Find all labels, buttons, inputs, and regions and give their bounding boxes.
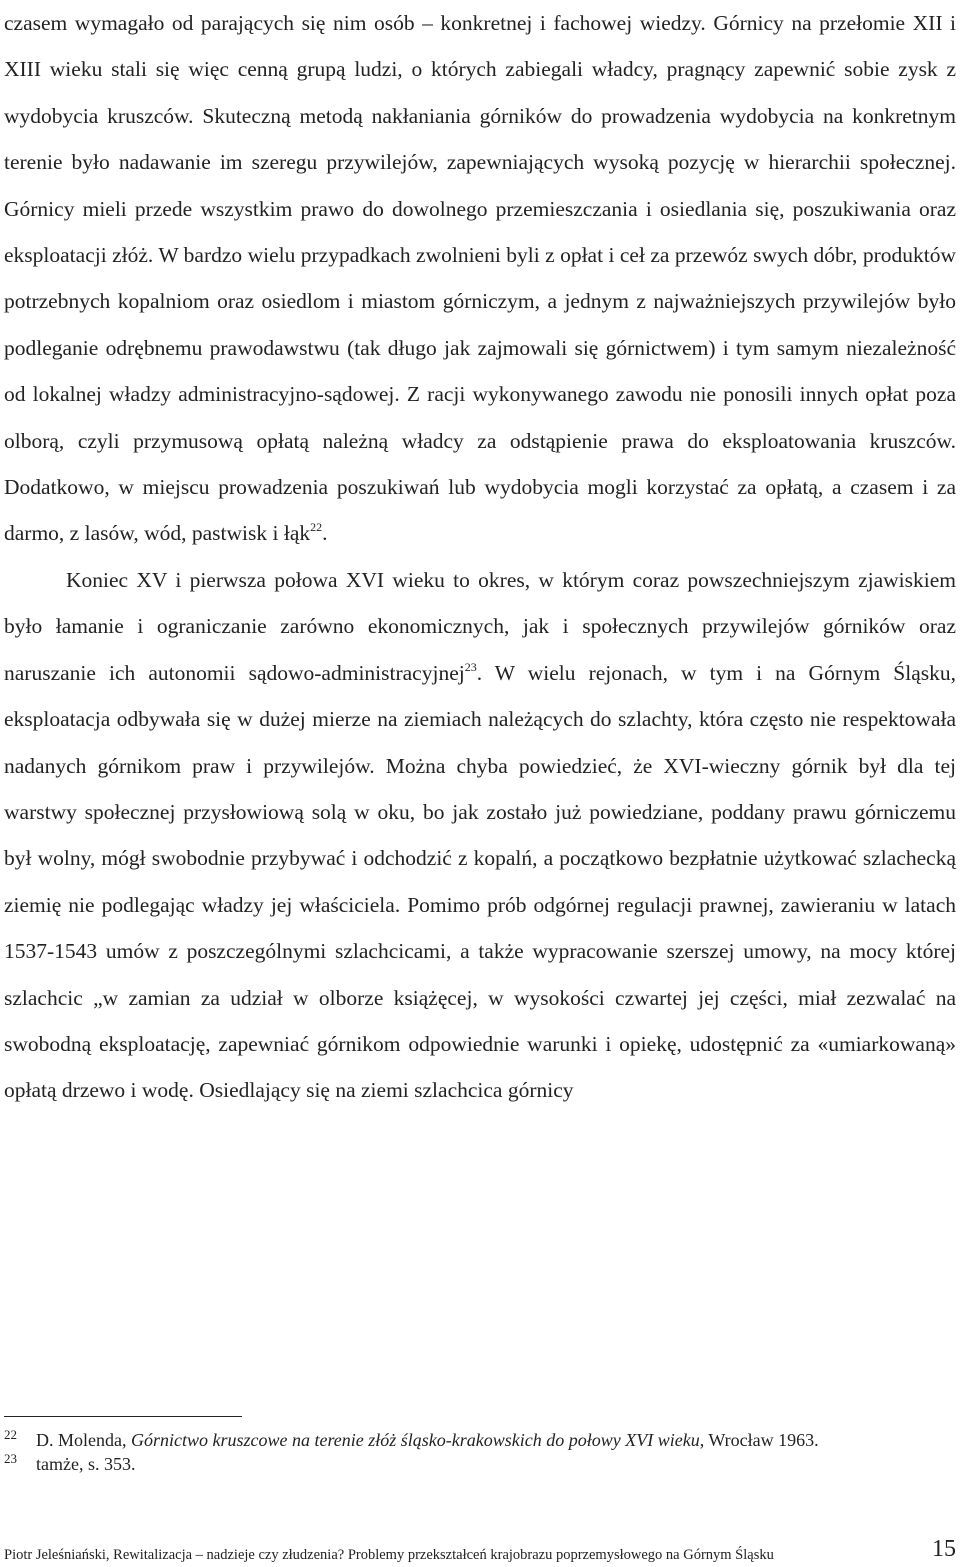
- paragraph-1: czasem wymagało od parających się nim osób – konkretnej i fachowej wiedzy. Górnicy na przełomie XII i XIII wieku stali się więc cenną grupą ludzi, o których zabiegali władcy, pragnący zapewnić sobie zysk z wydobycia kruszców. Skuteczną metodą nakłaniania górników do prowadzenia wydobycia na konkretnym terenie było nadawanie im szeregu przywilejów, zapewniających wysoką pozycję w hierarchii społecznej. Górnicy mieli przede wszystkim prawo do dowolnego przemieszczania i osiedlania się, poszukiwania oraz eksploatacji złóż. W bardzo wielu przypadkach zwolnieni byli z opłat i ceł za przewóz swych dóbr, produktów potrzebnych kopalniom oraz osiedlom i miastom górniczym, a jednym z najważniejszych przywilejów było podleganie odrębnemu prawodawstwu (tak długo jak zajmowali się górnictwem) i tym samym niezależność od lokalnej władzy administracyjno-sądowej. Z racji wykonywanego zawodu nie ponosili innych opłat poza olborą, czyli przymusową opłatą należną władcy za odstąpienie prawa do eksploatowania kruszców. Dodatkowo, w miejscu prowadzenia poszukiwań lub wydobycia mogli korzystać za opłatą, a czasem i za darmo, z lasów, wód, pastwisk i łąk$^{22}$.: [4, 11, 956, 546]
- paragraph-2-text-part-2: . W wielu rejonach, w tym i na Górnym Śląsku, eksploatacja odbywała się w dużej mierze na ziemiach należących do szlachty, która często nie respektowała nadanych górnikom praw i przywilejów. Można chyba powiedzieć, że XVI-wieczny górnik był dla tej warstwy społecznej przysłowiową solą w oku, bo jak zostało już powiedziane, poddany prawu górniczemu był wolny, mógł swobodnie przybywać i odchodzić z kopalń, a początkowo bezpłatnie użytkować szlachecką ziemię nie podlegając władzy jej właściciela. Pomimo prób odgórnej regulacji prawnej, zawieraniu w latach 1537-1543 umów z poszczególnymi szlachcicami, a także wypracowanie szerszej umowy, na mocy której szlachcic „w zamian za udział w olborze książęcej, w wysokości czwartej jej części, miał zezwalać na swobodną eksploatację, zapewniać górnikom odpowiednie warunki i opiekę, udostępnić za «umiarkowaną» opłatą drzewo i wodę. Osiedlający się na ziemi szlachcica górnicy: [4, 660, 956, 1103]
- footnote-author: D. Molenda,: [36, 1430, 131, 1450]
- footnote-23: [4, 1452, 956, 1476]
- footnotes: [4, 1428, 956, 1476]
- paragraph-2: [4, 557, 956, 1114]
- footnote-separator: [4, 1416, 242, 1417]
- main-text: [4, 0, 956, 1114]
- paragraph-2-text-part-1: Koniec XV i pierwsza połowa XVI wieku to okres, w którym coraz powszechniejszym zjawiskiem było łamanie i ograniczanie zarówno ekonomicznych, jak i społecznych przywilejów górników oraz naruszanie ich autonomii sądowo-administracyjnej: [4, 567, 956, 685]
- footnote-ref-22: 22: [310, 520, 323, 535]
- page-footer: [4, 1536, 956, 1566]
- footer-text: Piotr Jeleśniański, Rewitalizacja – nadzieje czy złudzenia? Problemy przekształceń krajobrazu poprzemysłowego na Górnym Śląsku: [4, 1547, 774, 1563]
- paragraph-1-text: czasem wymagało od parających się nim osób – konkretnej i fachowej wiedzy. Górnicy na przełomie XII i XIII wieku stali się więc cenną grupą ludzi, o których zabiegali władcy, pragnący zapewnić sobie zysk z wydobycia kruszców. Skuteczną metodą nakłaniania górników do prowadzenia wydobycia na konkretnym terenie było nadawanie im szeregu przywilejów, zapewniających wysoką pozycję w hierarchii społecznej. Górnicy mieli przede wszystkim prawo do dowolnego przemieszczania i osiedlania się, poszukiwania oraz eksploatacji złóż. W bardzo wielu przypadkach zwolnieni byli z opłat i ceł za przewóz swych dóbr, produktów potrzebnych kopalniom oraz osiedlom i miastom górniczym, a jednym z najważniejszych przywilejów było podleganie odrębnemu prawodawstwu (tak długo jak zajmowali się górnictwem) i tym samym niezależność od lokalnej władzy administracyjno-sądowej. Z racji wykonywanego zawodu nie ponosili innych opłat poza olborą, czyli przymusową opłatą należną władcy za odstąpienie prawa do eksploatowania kruszców. Dodatkowo, w miejscu prowadzenia poszukiwań lub wydobycia mogli korzystać za opłatą, a czasem i za darmo, z lasów, wód, pastwisk i łąk: [4, 11, 956, 546]
- footnote-number: 22: [4, 1427, 17, 1442]
- footnote-22: [4, 1428, 956, 1452]
- footnote-work-title: Górnictwo kruszcowe na terenie złóż śląsko-krakowskich do połowy XVI wieku: [130, 1430, 700, 1450]
- footnote-number: 23: [4, 1451, 17, 1466]
- footnote-text: tamże, s. 353.: [36, 1454, 136, 1474]
- footnote-publication: , Wrocław 1963.: [699, 1430, 819, 1450]
- footnote-ref-23: 23: [464, 659, 477, 674]
- page-number: 15: [932, 1536, 956, 1562]
